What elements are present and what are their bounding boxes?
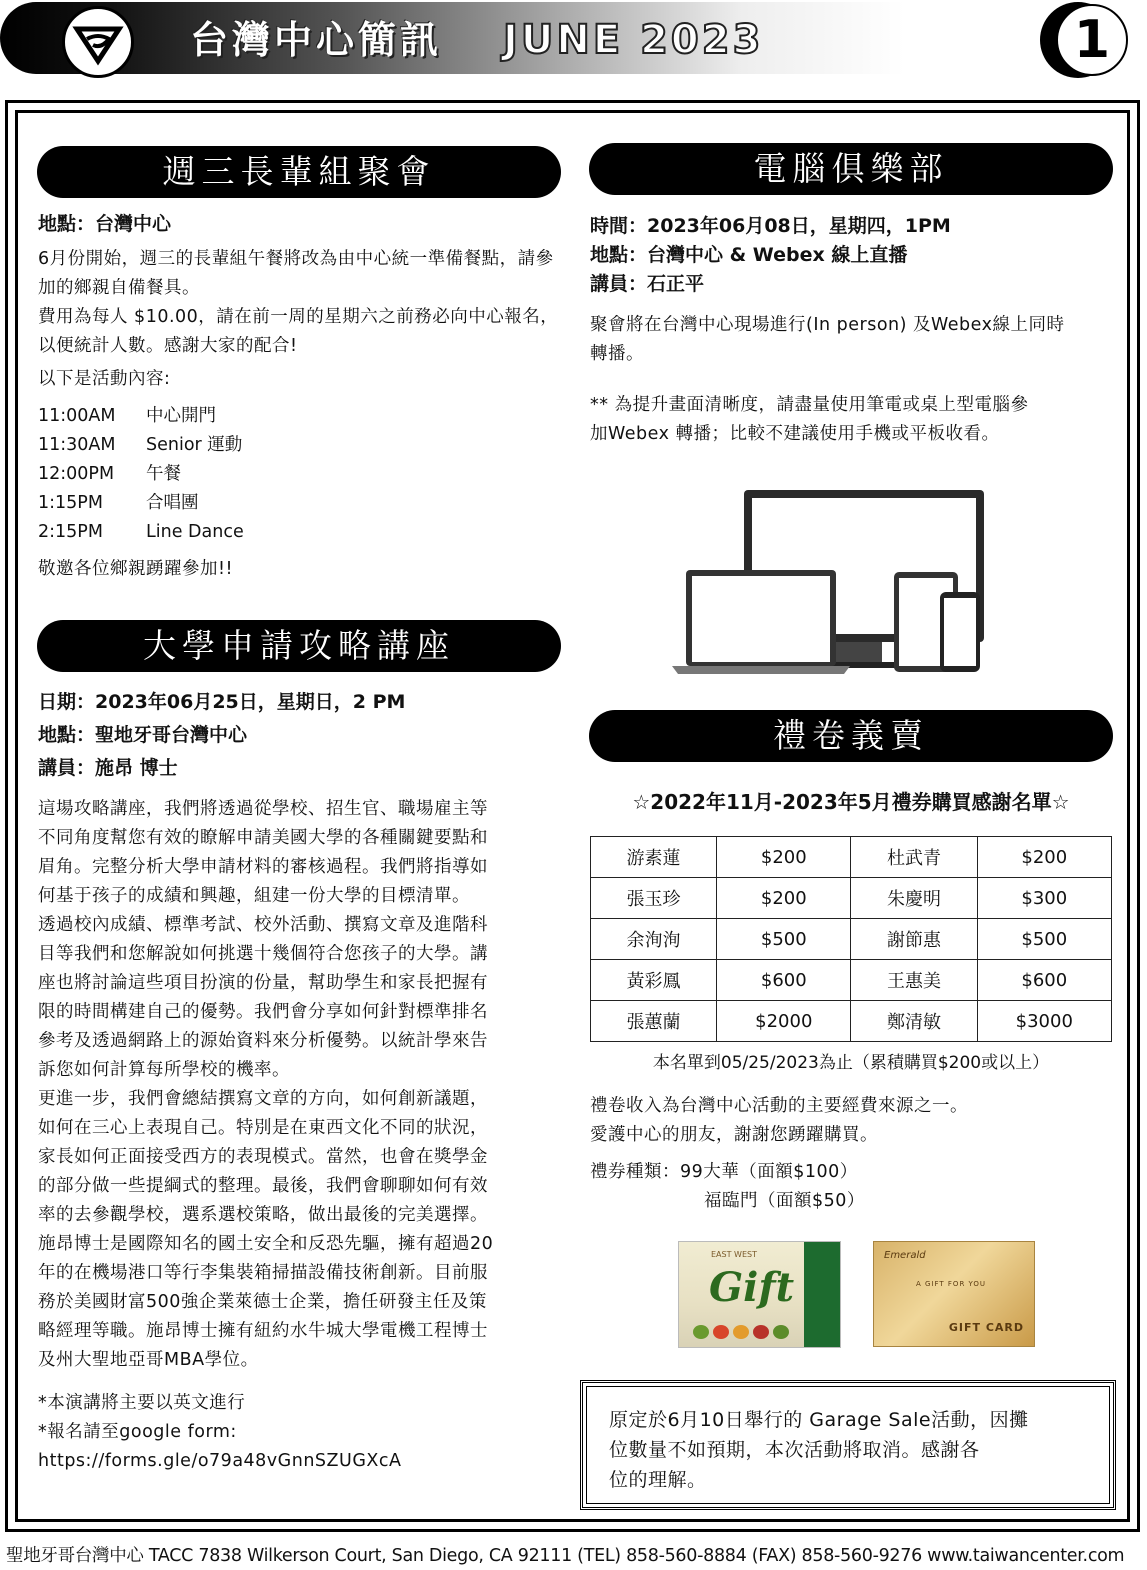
computer-section-body <box>590 212 1115 449</box>
college-section-heading: 大學申請攻略講座 <box>37 620 561 672</box>
college-speaker: 講員：施昂 博士 <box>38 757 178 779</box>
college-description-line: 及州大聖地亞哥MBA學位。 <box>38 1350 259 1370</box>
donor-amount: $500 <box>977 919 1111 960</box>
college-description-line: 家長如何正面接受西方的表現模式。當然，也會在獎學金 <box>38 1147 488 1167</box>
computer-para-2-cont: 加Webex 轉播；比較不建議使用手機或平板收看。 <box>590 424 1000 444</box>
gift-card-image-2: Emerald A GIFT FOR YOU GIFT CARD <box>873 1241 1035 1347</box>
newsletter-date: JUNE 2023 <box>503 17 764 63</box>
table-row <box>591 837 1112 878</box>
voucher-body <box>590 1092 1112 1216</box>
issue-number: 1 <box>1056 4 1128 76</box>
voucher-types-cont: 福臨門（面額$50） <box>704 1191 865 1211</box>
college-description-line: 眉角。完整分析大學申請材料的審核過程。我們將指導如 <box>38 857 488 877</box>
schedule-row: 1:15PM 合唱團 <box>38 493 199 513</box>
senior-location: 地點：台灣中心 <box>38 213 172 235</box>
donor-amount: $200 <box>717 837 851 878</box>
college-description-line: 目等我們和您解說如何挑選十幾個符合您孩子的大學。講 <box>38 944 488 964</box>
computer-time: 時間：2023年06月08日，星期四，1PM <box>590 215 951 237</box>
donor-table <box>590 836 1112 1042</box>
donor-amount: $600 <box>717 960 851 1001</box>
college-description-line: 如何在三心上表現自己。特別是在東西文化不同的狀況， <box>38 1118 488 1138</box>
college-note: *本演講將主要以英文進行 <box>38 1393 246 1413</box>
college-description-line: 限的時間構建自己的優勢。我們會分享如何針對標準排名 <box>38 1002 488 1022</box>
college-section-body <box>38 686 568 1476</box>
computer-para-1: 聚會將在台灣中心現場進行(In person) 及Webex線上同時 <box>590 315 1065 335</box>
donor-name: 張蕙蘭 <box>591 1001 717 1042</box>
masthead <box>0 0 1147 96</box>
voucher-para-cont: 愛護中心的朋友，謝謝您踴躍購買。 <box>590 1125 878 1145</box>
computer-location: 地點：台灣中心 & Webex 線上直播 <box>590 244 908 266</box>
schedule-row: 11:00AM 中心開門 <box>38 406 216 426</box>
senior-section-body <box>38 210 563 584</box>
donor-name: 張玉珍 <box>591 878 717 919</box>
college-notes <box>38 1389 568 1476</box>
voucher-types: 禮券種類：99大華（面額$100） <box>590 1162 858 1182</box>
donor-amount: $3000 <box>977 1001 1111 1042</box>
donor-amount: $500 <box>717 919 851 960</box>
college-description-line: 的部分做一些提綱式的整理。最後，我們會聊聊如何有效 <box>38 1176 488 1196</box>
senior-section-heading: 週三長輩組聚會 <box>37 146 561 198</box>
college-date: 日期：2023年06月25日，星期日，2 PM <box>38 691 406 713</box>
donor-name: 游素蓮 <box>591 837 717 878</box>
footer-contact: 聖地牙哥台灣中心 TACC 7838 Wilkerson Court, San Diego, CA 92111 (TEL) 858-560-8884 (FAX) 858-560-9276 www.taiwancenter.com <box>6 1546 1125 1566</box>
college-description-line: 施昂博士是國際知名的國土安全和反恐先驅，擁有超過20 <box>38 1234 494 1254</box>
voucher-para: 禮卷收入為台灣中心活動的主要經費來源之一。 <box>590 1096 968 1116</box>
donor-amount: $300 <box>977 878 1111 919</box>
voucher-section-heading: 禮卷義賣 <box>589 710 1113 762</box>
taiwan-center-logo-icon <box>62 6 134 78</box>
senior-para-2: 費用為每人 $10.00，請在前一周的星期六之前務必向中心報名，以便統計人數。感謝大家的配合! <box>38 307 559 356</box>
masthead-bar <box>0 2 905 74</box>
gift-card-image-1: EAST WEST Gift <box>678 1241 841 1348</box>
college-description-line: 務於美國財富500強企業萊德士企業，擔任研發主任及策 <box>38 1292 487 1312</box>
donor-amount: $200 <box>977 837 1111 878</box>
table-row <box>591 960 1112 1001</box>
college-note: *報名請至google form: <box>38 1422 237 1442</box>
donor-list-title: ☆2022年11月-2023年5月禮券購買感謝名單☆ <box>632 790 1070 814</box>
college-description-line: 訴您如何計算每所學校的機率。 <box>38 1060 290 1080</box>
college-description-line: 這場攻略講座，我們將透過從學校、招生官、職場雇主等 <box>38 799 488 819</box>
table-row <box>591 1001 1112 1042</box>
college-description-line: 座也將討論這些項目扮演的份量，幫助學生和家長把握有 <box>38 973 488 993</box>
college-description-line: 何基于孩子的成績和興趣，組建一份大學的目標清單。 <box>38 886 470 906</box>
garage-sale-notice <box>580 1380 1116 1510</box>
donor-name: 杜武青 <box>851 837 977 878</box>
donor-name: 鄭清敏 <box>851 1001 977 1042</box>
senior-schedule <box>38 402 563 547</box>
donor-name: 謝節惠 <box>851 919 977 960</box>
college-description-line: 略經理等職。施昂博士擁有紐約水牛城大學電機工程博士 <box>38 1321 488 1341</box>
donor-name: 朱慶明 <box>851 878 977 919</box>
donor-amount: $600 <box>977 960 1111 1001</box>
notice-line: 位的理解。 <box>609 1469 707 1491</box>
schedule-row: 2:15PM Line Dance <box>38 522 244 542</box>
notice-line: 原定於6月10日舉行的 Garage Sale活動，因攤 <box>609 1409 1029 1431</box>
devices-illustration-icon <box>672 488 992 678</box>
computer-para-1-cont: 轉播。 <box>590 344 644 364</box>
donor-name: 余洵洵 <box>591 919 717 960</box>
schedule-row: 11:30AM Senior 運動 <box>38 435 243 455</box>
donor-amount: $200 <box>717 878 851 919</box>
donor-table-note: 本名單到05/25/2023為止（累積購買$200或以上） <box>652 1053 1050 1073</box>
college-description <box>38 795 568 1375</box>
college-location: 地點：聖地牙哥台灣中心 <box>38 724 248 746</box>
computer-section-heading: 電腦俱樂部 <box>589 143 1113 195</box>
senior-para-1: 6月份開始，週三的長輩組午餐將改為由中心統一準備餐點，請參加的鄉親自備餐具。 <box>38 249 554 298</box>
senior-closing: 敬邀各位鄉親踴躍參加!! <box>38 559 234 579</box>
college-description-line: 不同角度幫您有效的瞭解申請美國大學的各種關鍵要點和 <box>38 828 488 848</box>
computer-speaker: 講員：石正平 <box>590 273 705 295</box>
issue-badge <box>1040 2 1116 78</box>
schedule-row: 12:00PM 午餐 <box>38 464 181 484</box>
donor-name: 王惠美 <box>851 960 977 1001</box>
college-description-line: 透過校內成績、標準考試、校外活動、撰寫文章及進階科 <box>38 915 488 935</box>
notice-line: 位數量不如預期，本次活動將取消。感謝各 <box>609 1439 980 1461</box>
donor-name: 黃彩鳳 <box>591 960 717 1001</box>
donor-amount: $2000 <box>717 1001 851 1042</box>
college-description-line: 更進一步，我們會總結撰寫文章的方向，如何創新議題， <box>38 1089 488 1109</box>
registration-link[interactable]: https://forms.gle/o79a48vGnnSZUGXcA <box>38 1451 402 1471</box>
college-description-line: 參考及透過網路上的源始資料來分析優勢。以統計學來告 <box>38 1031 488 1051</box>
college-description-line: 年的在機場港口等行李集裝箱掃描設備技術創新。目前服 <box>38 1263 488 1283</box>
table-row <box>591 919 1112 960</box>
college-description-line: 率的去參觀學校，選系選校策略，做出最後的完美選擇。 <box>38 1205 488 1225</box>
newsletter-title: 台灣中心簡訊 <box>190 18 443 62</box>
table-row <box>591 878 1112 919</box>
senior-list-intro: 以下是活動內容: <box>38 369 171 389</box>
computer-para-2: ** 為提升畫面清晰度，請盡量使用筆電或桌上型電腦參 <box>590 395 1029 415</box>
